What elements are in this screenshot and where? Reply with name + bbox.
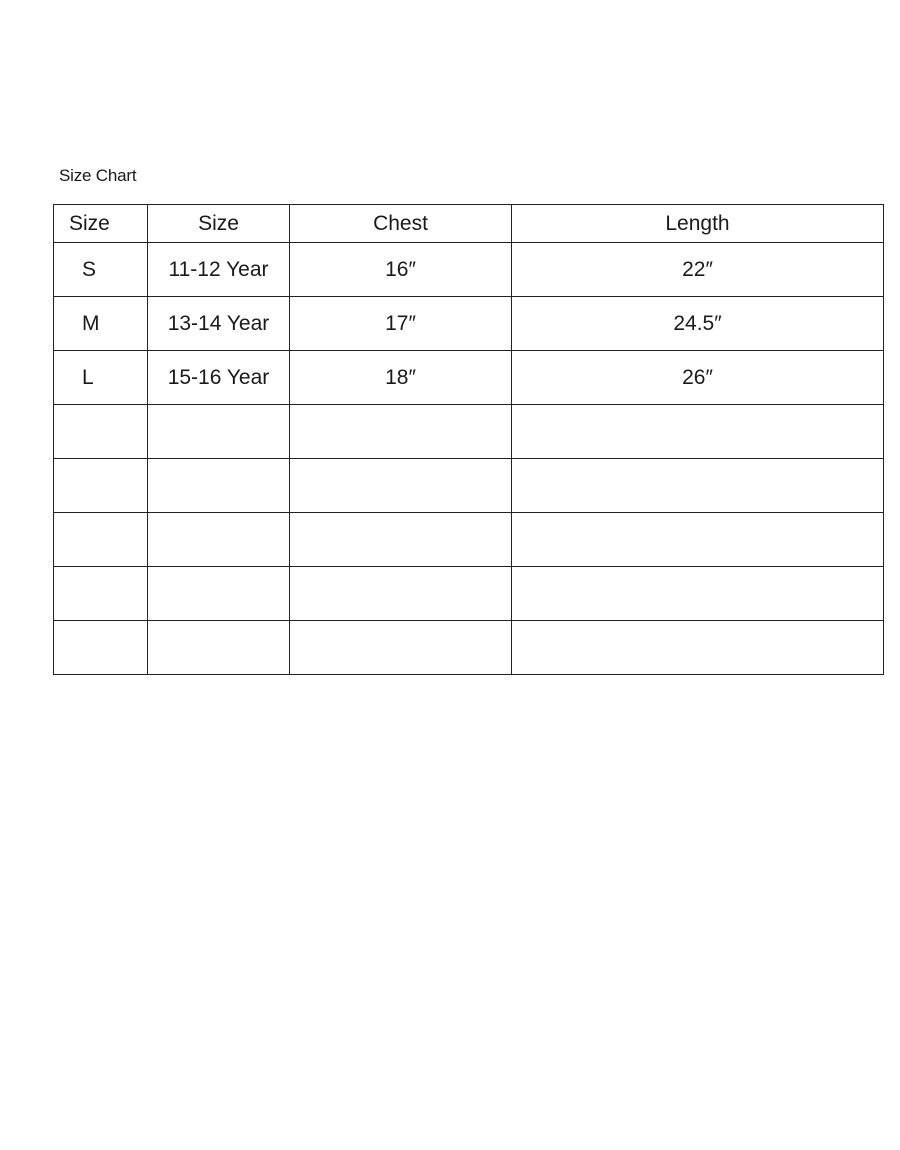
cell-size-code: S (54, 243, 148, 297)
cell-chest (290, 621, 512, 675)
cell-chest (290, 513, 512, 567)
table-row (54, 297, 884, 351)
cell-size-age (148, 459, 290, 513)
cell-chest (290, 405, 512, 459)
cell-chest: 18″ (290, 351, 512, 405)
cell-chest (290, 567, 512, 621)
cell-length: 24.5″ (512, 297, 884, 351)
table-row (54, 513, 884, 567)
cell-size-age: 15-16 Year (148, 351, 290, 405)
cell-size-age (148, 405, 290, 459)
cell-size-age (148, 621, 290, 675)
table-header-row (54, 205, 884, 243)
cell-length (512, 567, 884, 621)
cell-length: 26″ (512, 351, 884, 405)
table-row (54, 459, 884, 513)
cell-chest: 17″ (290, 297, 512, 351)
table-row (54, 405, 884, 459)
column-header-chest: Chest (290, 205, 512, 243)
cell-size-age: 11-12 Year (148, 243, 290, 297)
cell-size-code (54, 459, 148, 513)
cell-size-code (54, 567, 148, 621)
cell-chest: 16″ (290, 243, 512, 297)
column-header-size-age: Size (148, 205, 290, 243)
cell-length (512, 405, 884, 459)
column-header-length: Length (512, 205, 884, 243)
cell-chest (290, 459, 512, 513)
table-row (54, 351, 884, 405)
cell-length (512, 621, 884, 675)
table-row (54, 243, 884, 297)
cell-length (512, 459, 884, 513)
cell-size-age: 13-14 Year (148, 297, 290, 351)
page-title: Size Chart (59, 166, 137, 185)
cell-size-age (148, 567, 290, 621)
cell-size-code (54, 513, 148, 567)
cell-length (512, 513, 884, 567)
cell-size-code (54, 405, 148, 459)
cell-size-code: L (54, 351, 148, 405)
cell-size-code (54, 621, 148, 675)
cell-size-code: M (54, 297, 148, 351)
column-header-size-code: Size (54, 205, 148, 243)
cell-size-age (148, 513, 290, 567)
cell-length: 22″ (512, 243, 884, 297)
size-chart-table (53, 204, 884, 675)
table-row (54, 621, 884, 675)
table-row (54, 567, 884, 621)
